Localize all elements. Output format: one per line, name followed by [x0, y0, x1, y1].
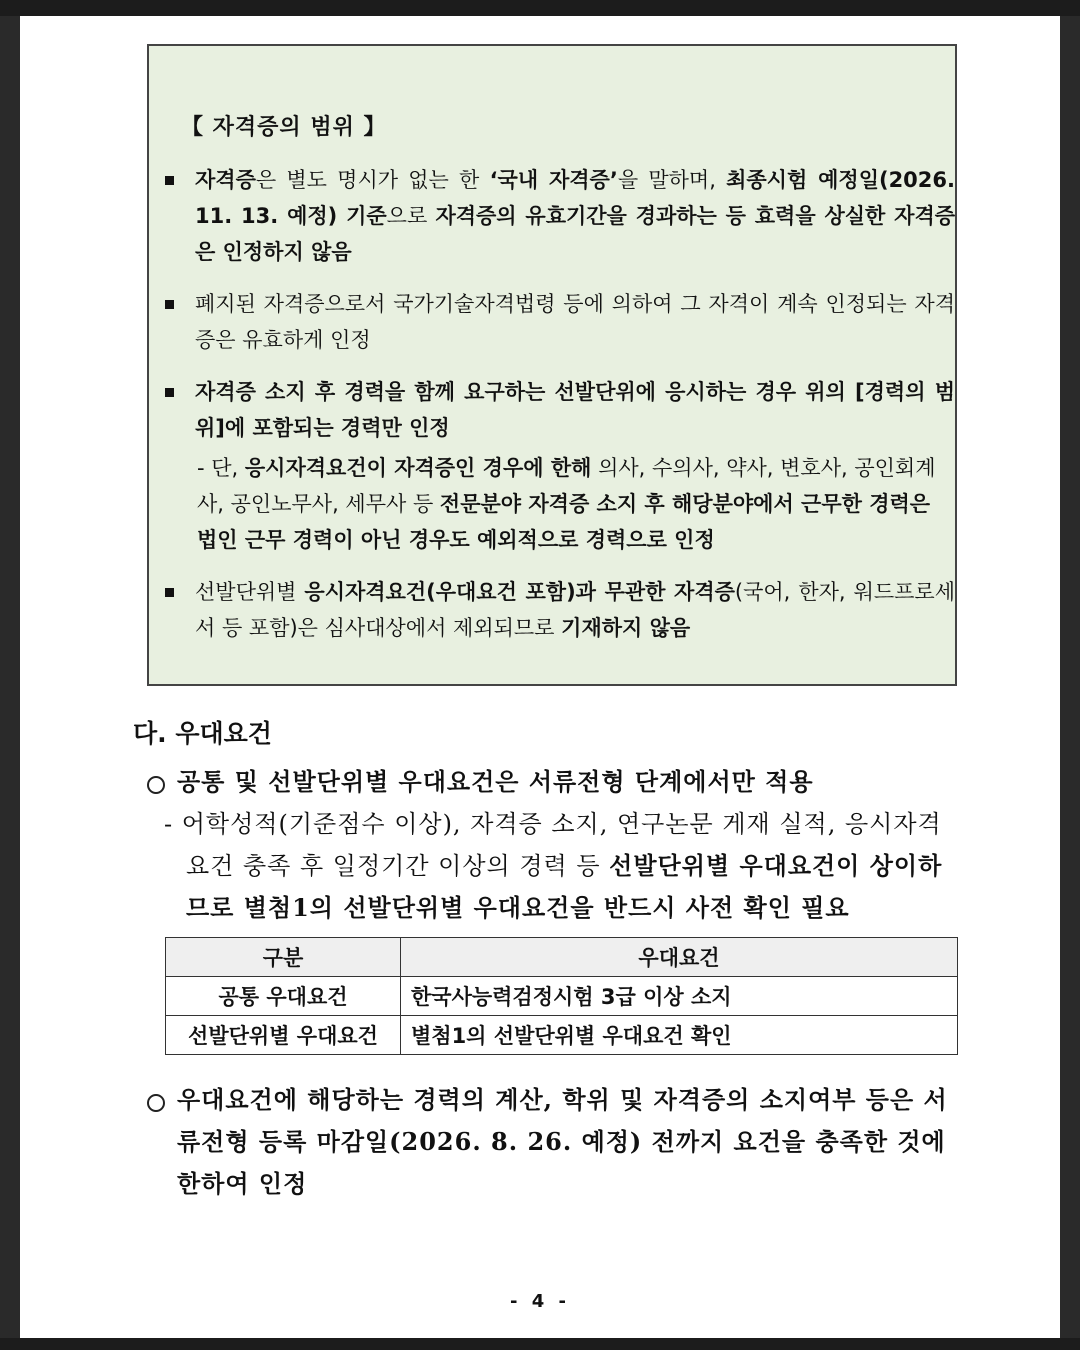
text: 을 말하며, — [617, 168, 727, 192]
square-bullet-icon — [165, 176, 174, 185]
top-bar — [0, 0, 1080, 16]
square-bullet-icon — [165, 300, 174, 309]
text: 의사, 수의사, 약사, 변호사, 공인회계사, 공인노무사, 세무사 등 — [197, 456, 936, 516]
bold-text: 자격증 — [195, 168, 256, 192]
paragraph-1: 공통 및 선발단위별 우대요건은 서류전형 단계에서만 적용 — [177, 767, 814, 796]
table-row — [166, 977, 958, 1016]
bullet-text: 폐지된 자격증으로서 국가기술자격법령 등에 의하여 그 자격이 계속 인정되는 자격증은 유효하게 인정 — [195, 292, 955, 352]
table-cell: 선발단위별 우대요건 — [166, 1016, 401, 1055]
table-header: 구분 — [166, 938, 401, 977]
bold-text: 응시자격요건(우대요건 포함)과 무관한 자격증 — [304, 580, 735, 604]
bottom-bar — [0, 1338, 1080, 1350]
text: 으로 — [386, 204, 436, 228]
bold-text: 자격증의 유효기간을 경과하는 등 효력을 상실한 자격증은 인정하지 않음 — [195, 204, 956, 264]
paragraph-1-sub — [164, 803, 960, 929]
bold-text: 전문분야 자격증 소지 후 해당분야에서 근무한 경력은 법인 근무 경력이 아닌 경우도 예외적으로 경력으로 인정 — [197, 492, 931, 552]
paragraph-2: 우대요건에 해당하는 경력의 계산, 학위 및 자격증의 소지여부 등은 서류전형 등록 마감일(2026. 8. 26. 예정) 전까지 요건을 충족한 것에 한하여 인정 — [177, 1085, 948, 1198]
section-title: 다. 우대요건 — [133, 719, 272, 748]
text: - 어학성적(기준점수 이상), 자격증 소지, 연구논문 게재 실적, 응시자격요건 충족 후 일정기간 이상의 경력 등 — [164, 810, 942, 880]
table-header-row — [166, 938, 958, 977]
text: (국어, 한자, 워드프로세서 등 포함)은 심사대상에서 제외되므로 — [195, 580, 956, 640]
bullet-3 — [165, 374, 955, 446]
certificate-scope-box — [147, 44, 957, 686]
bullet-3-sub — [183, 450, 955, 558]
bullet-1 — [165, 162, 955, 270]
bold-text: 응시자격요건이 자격증인 경우에 한해 — [244, 456, 592, 480]
circle-bullet-icon — [147, 776, 165, 794]
text: 선발단위별 — [195, 580, 305, 604]
text: 은 별도 명시가 없는 한 — [255, 168, 490, 192]
bullet-4 — [165, 574, 955, 646]
bold-text: ‘국내 자격증’ — [489, 168, 618, 192]
bold-text: 최종시험 예정일(2026. 11. 13. 예정) 기준 — [195, 168, 955, 228]
bullet-text: 자격증 소지 후 경력을 함께 요구하는 선발단위에 응시하는 경우 위의 [경력의 범위]에 포함되는 경력만 인정 — [195, 380, 955, 440]
table-row — [166, 1016, 958, 1055]
table-header: 우대요건 — [401, 938, 958, 977]
circle-bullet-icon — [147, 1094, 165, 1112]
table-cell: 별첨1의 선발단위별 우대요건 확인 — [401, 1016, 958, 1055]
square-bullet-icon — [165, 588, 174, 597]
text: - 단, — [197, 456, 245, 480]
square-bullet-icon — [165, 388, 174, 397]
page-number: - 4 - — [510, 1291, 570, 1312]
bold-text: 선발단위별 우대요건이 상이하므로 별첨1의 선발단위별 우대요건을 반드시 사전 확인 필요 — [186, 851, 943, 922]
box-title: 【 자격증의 범위 】 — [181, 115, 387, 140]
document-page — [20, 16, 1060, 1338]
bold-text: 기재하지 않음 — [561, 616, 691, 640]
preference-table — [165, 937, 958, 1055]
bullet-2 — [165, 286, 955, 358]
table-cell: 공통 우대요건 — [166, 977, 401, 1016]
table-cell: 한국사능력검정시험 3급 이상 소지 — [401, 977, 958, 1016]
